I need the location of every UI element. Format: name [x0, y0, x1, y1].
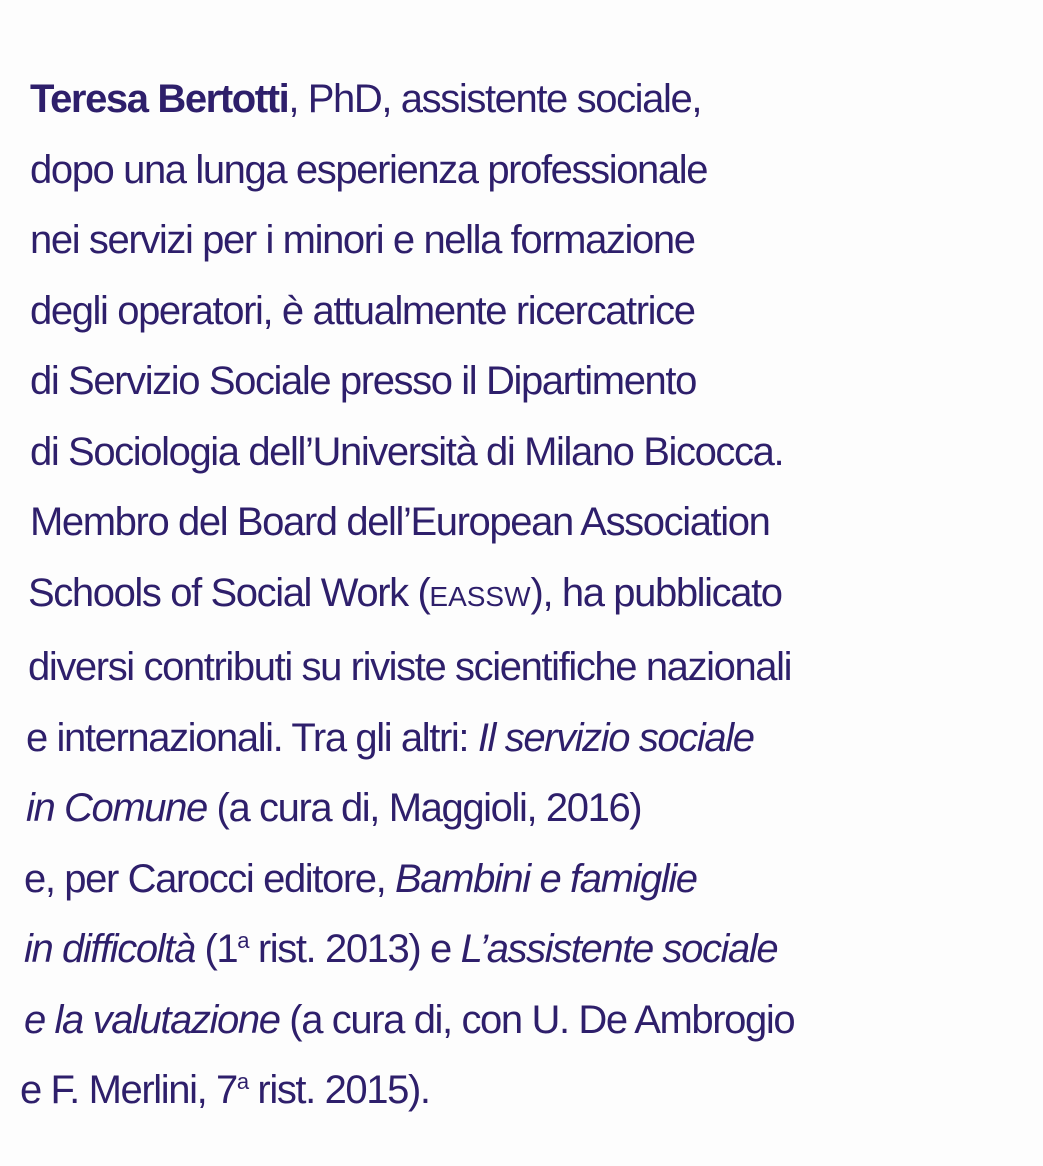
- text-segment: Schools of Social Work (: [28, 570, 430, 615]
- bio-line: [28, 632, 794, 703]
- bio-line: [30, 417, 794, 488]
- bio-line: [24, 844, 794, 915]
- text-segment: e F. Merlini, 7: [20, 1068, 237, 1112]
- bio-line: [26, 703, 794, 774]
- text-italic: Il servizio sociale: [477, 715, 754, 760]
- text-italic: in difficoltà: [24, 927, 195, 971]
- text-segment: Membro del Board dell’European Association: [30, 500, 770, 544]
- text-segment: di Sociologia dell’Università di Milano Bicocca.: [30, 429, 784, 474]
- text-segment: ), ha pubblicato: [530, 570, 782, 615]
- bio-line: [20, 1055, 794, 1126]
- text-italic: in Comune: [26, 786, 207, 830]
- bio-line: [28, 558, 794, 633]
- text-segment: nei servizi per i minori e nella formazione: [30, 218, 695, 262]
- author-bio: [20, 64, 795, 1126]
- bio-line: [24, 914, 794, 985]
- bio-line: [30, 64, 794, 135]
- text-segment: e internazionali. Tra gli altri:: [26, 715, 478, 760]
- text-segment: rist. 2015).: [247, 1068, 430, 1112]
- bio-line: [30, 276, 794, 347]
- text-segment: (1: [194, 927, 238, 971]
- text-segment: di Servizio Sociale presso il Dipartimento: [30, 359, 696, 403]
- bio-line: [26, 773, 794, 844]
- bio-line: [30, 135, 794, 206]
- text-italic: e la valutazione: [24, 997, 280, 1042]
- text-segment: rist. 2013) e: [248, 927, 461, 971]
- text-segment: e, per Carocci editore,: [24, 856, 396, 901]
- text-segment: (a cura di, con U. De Ambrogio: [279, 997, 795, 1042]
- text-sup: a: [236, 1069, 248, 1094]
- text-sup: a: [237, 928, 249, 953]
- bio-line: [30, 346, 794, 417]
- text-italic: L’assistente sociale: [460, 927, 778, 971]
- bio-line: [30, 487, 794, 558]
- text-segment: (a cura di, Maggioli, 2016): [206, 786, 642, 830]
- bio-line: [30, 205, 794, 276]
- text-segment: dopo una lunga esperienza professionale: [30, 147, 708, 192]
- text-smallcaps: EASSW: [429, 580, 531, 612]
- text-italic: Bambini e famiglie: [395, 856, 697, 901]
- text-bold: Teresa Bertotti: [30, 77, 289, 121]
- text-segment: , PhD, assistente sociale,: [288, 77, 702, 121]
- text-segment: diversi contributi su riviste scientifiche nazionali: [28, 645, 792, 689]
- text-segment: degli operatori, è attualmente ricercatrice: [30, 288, 695, 333]
- bio-line: [24, 985, 794, 1056]
